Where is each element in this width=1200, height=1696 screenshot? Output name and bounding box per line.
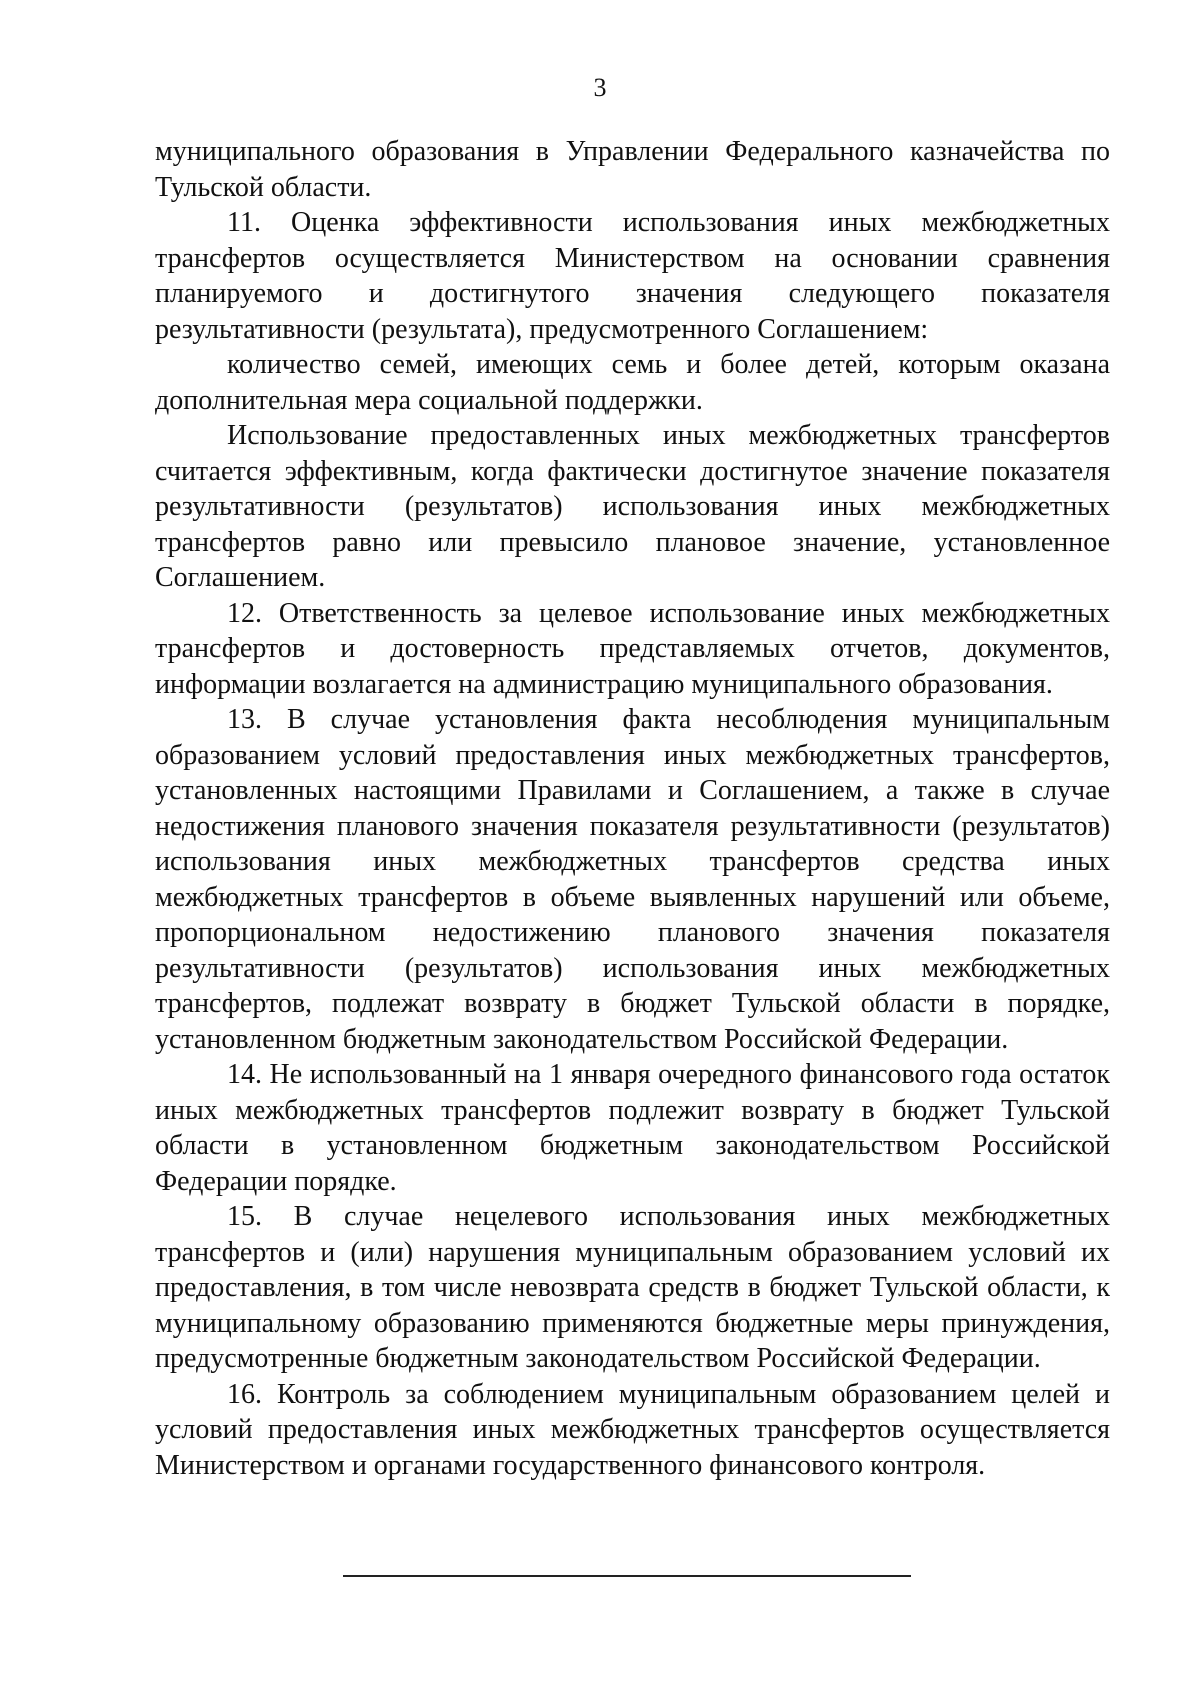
paragraph-11: 11. Оценка эффективности использования иных межбюджетных трансфертов осуществляется Министерством на основании сравнения планируемого и достигнутого значения следующего показателя результативности (результата), предусмотренного Соглашением:	[155, 207, 1110, 345]
paragraph-16: 16. Контроль за соблюдением муниципальным образованием целей и условий предоставления иных межбюджетных трансфертов осуществляется Министерством и органами государственного финансового контроля.	[155, 1378, 1110, 1481]
paragraph-12: 12. Ответственность за целевое использование иных межбюджетных трансфертов и достоверность представляемых отчетов, документов, информации возлагается на администрацию муниципального образования.	[155, 597, 1110, 700]
paragraph-15: 15. В случае нецелевого использования иных межбюджетных трансфертов и (или) нарушения муниципальным образованием условий их предоставления, в том числе невозврата средств в бюджет Тульской области, к муниципальному образованию применяются бюджетные меры принуждения, предусмотренные бюджетным законодательством Российской Федерации.	[155, 1201, 1110, 1374]
document-body	[155, 134, 1110, 1483]
paragraph-indicator: количество семей, имеющих семь и более детей, которым оказана дополнительная мера социальной поддержки.	[155, 349, 1110, 416]
page-number: 3	[593, 73, 607, 102]
paragraph-effectiveness: Использование предоставленных иных межбюджетных трансфертов считается эффективным, когда фактически достигнутое значение показателя результативности (результатов) использования иных межбюджетных трансфертов равно или превысило плановое значение, установленное Соглашением.	[155, 420, 1110, 593]
paragraph-continuation: муниципального образования в Управлении Федерального казначейства по Тульской области.	[155, 136, 1110, 203]
end-of-document-rule	[343, 1575, 911, 1577]
paragraph-14: 14. Не использованный на 1 января очередного финансового года остаток иных межбюджетных трансфертов подлежит возврату в бюджет Тульской области в установленном бюджетным законодательством Российской Федерации порядке.	[155, 1059, 1110, 1197]
paragraph-13: 13. В случае установления факта несоблюдения муниципальным образованием условий предоставления иных межбюджетных трансфертов, установленных настоящими Правилами и Соглашением, а также в случае недостижения планового значения показателя результативности (результатов) использования иных межбюджетных трансфертов средства иных межбюджетных трансфертов в объеме выявленных нарушений или объеме, пропорциональном недостижению планового значения показателя результативности (результатов) использования иных межбюджетных трансфертов, подлежат возврату в бюджет Тульской области в порядке, установленном бюджетным законодательством Российской Федерации.	[155, 704, 1110, 1055]
